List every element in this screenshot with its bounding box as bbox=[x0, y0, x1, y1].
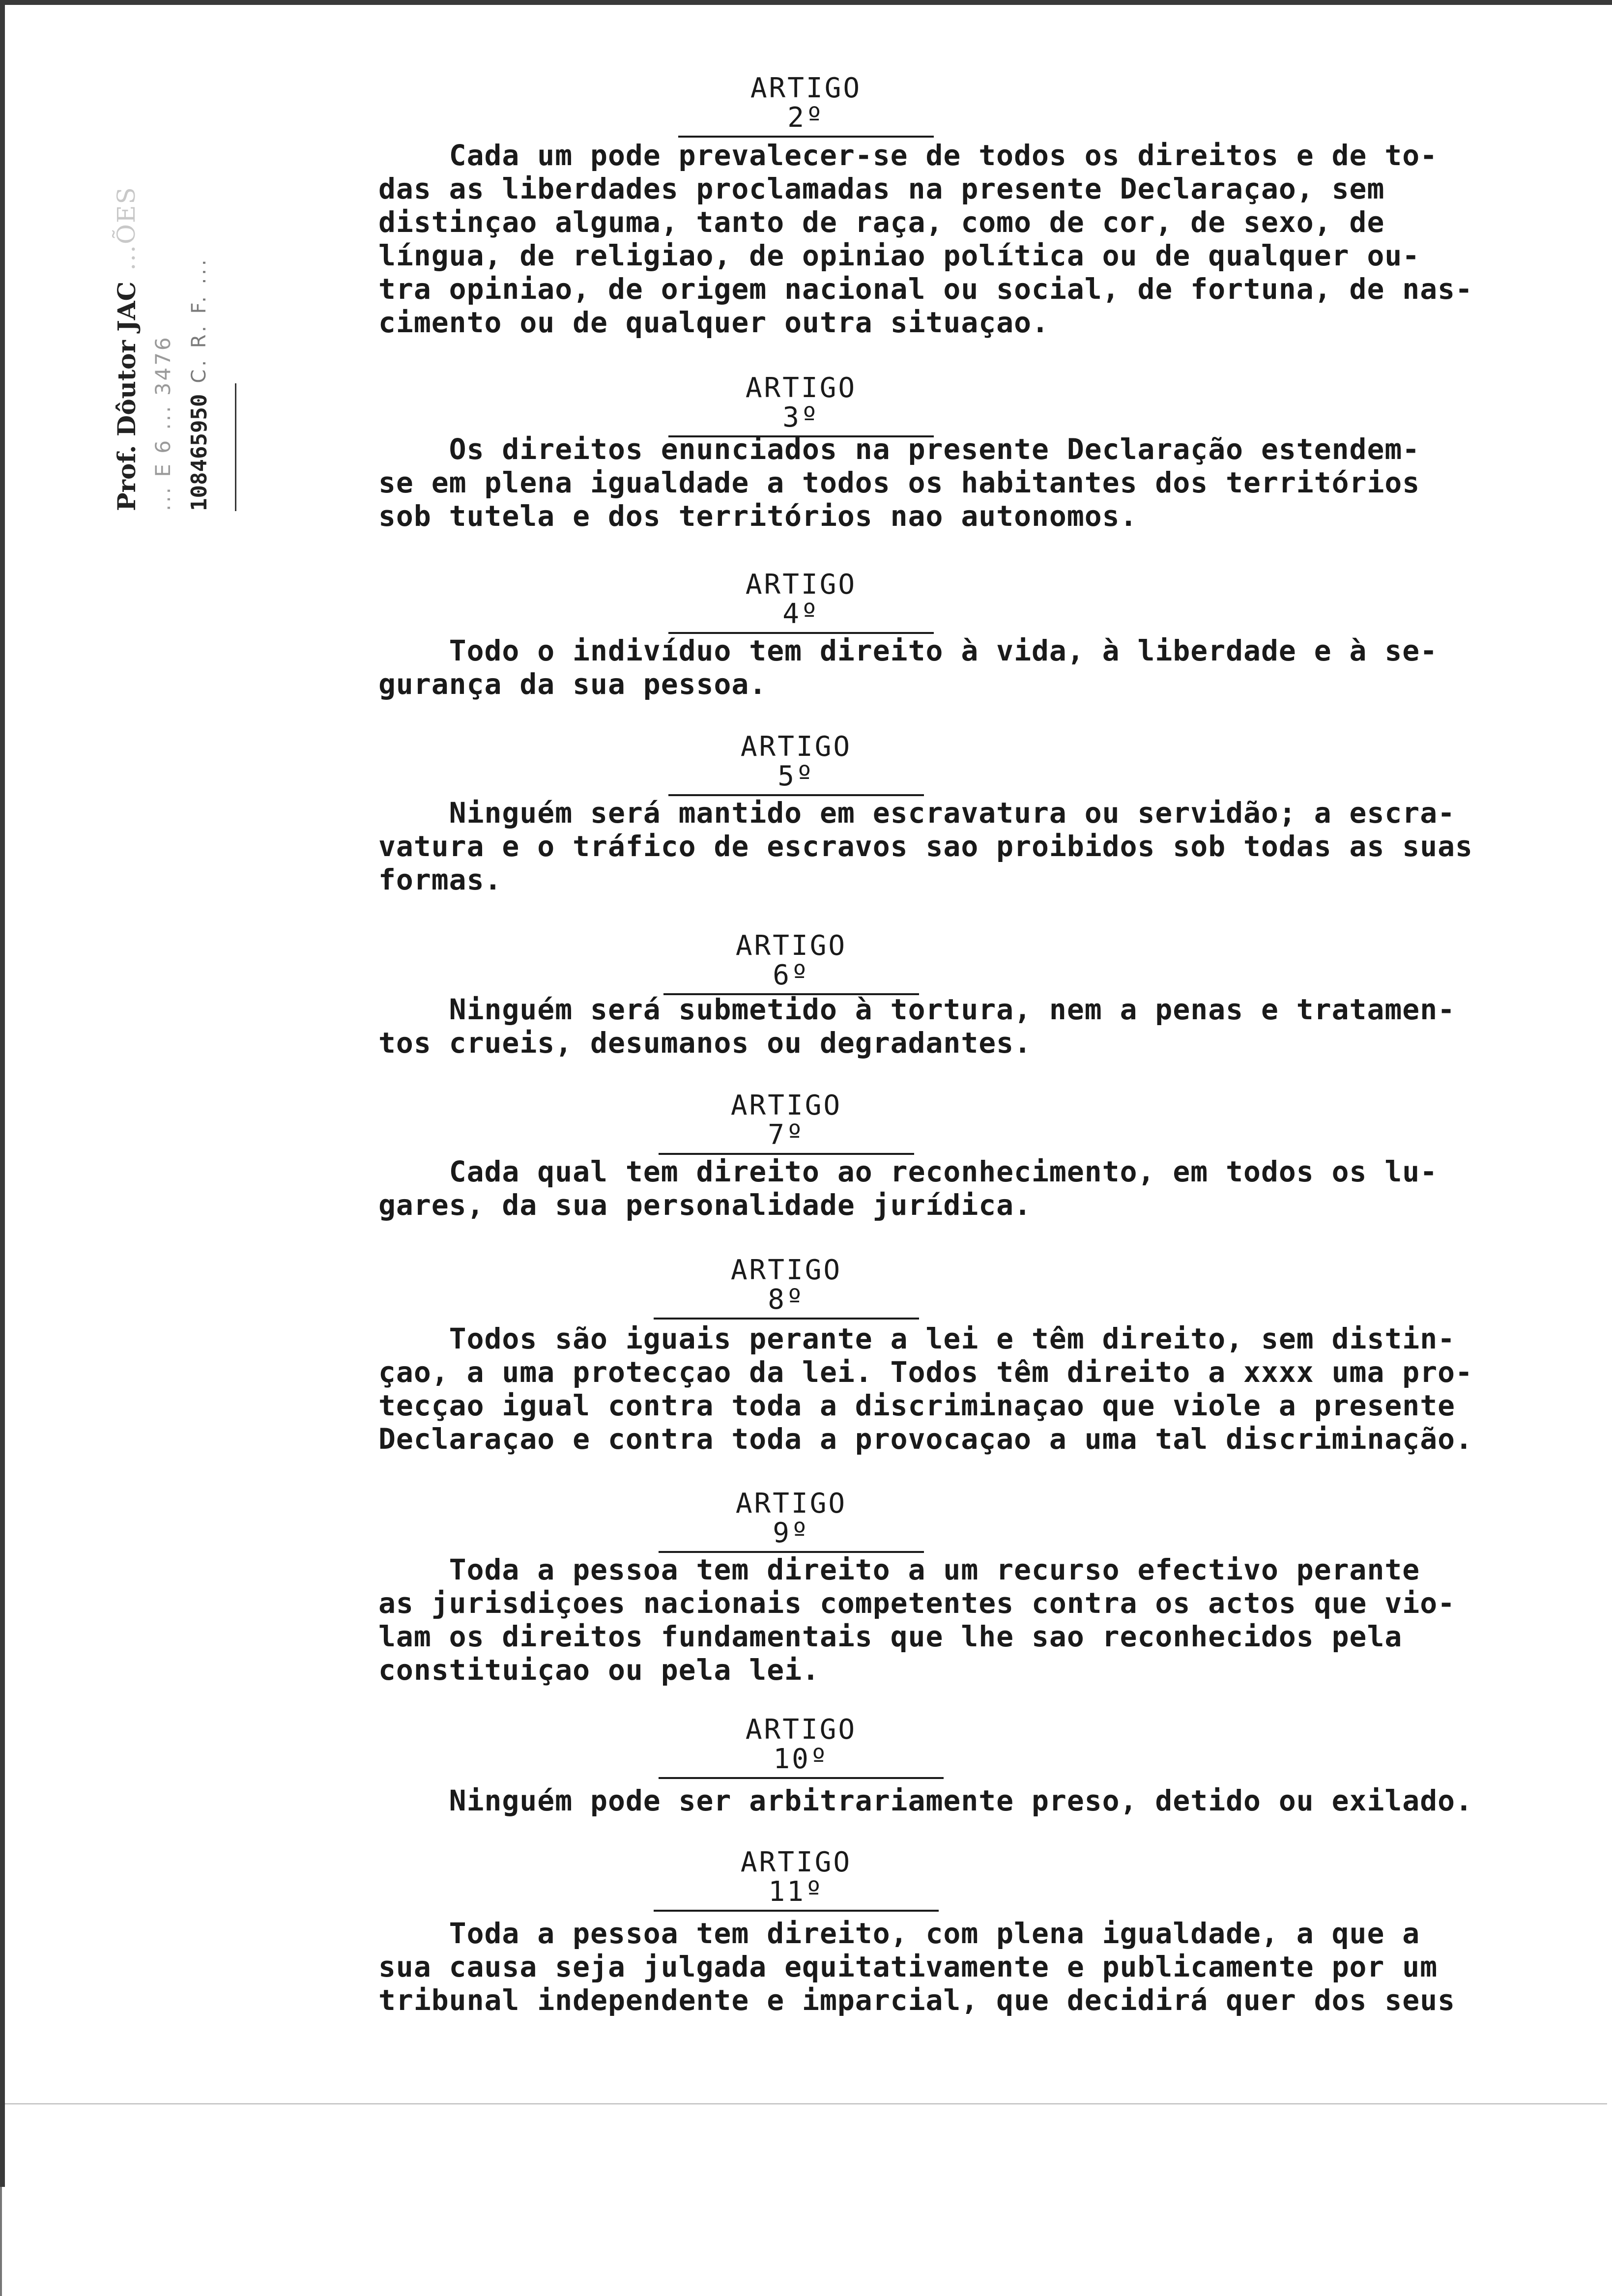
text-line: as jurisdiçoes nacionais competentes contra os actos que vio- bbox=[378, 1586, 1456, 1620]
stamp-line3-text: C. R. F. ... bbox=[188, 257, 210, 383]
text-line: Toda a pessoa tem direito, com plena igualdade, a que a bbox=[378, 1917, 1420, 1950]
article-heading-text: ARTIGO 3º bbox=[668, 373, 934, 437]
article-heading-text: ARTIGO 7º bbox=[659, 1091, 914, 1155]
text-line: Ninguém pode ser arbitrariamente preso, detido ou exilado. bbox=[378, 1784, 1473, 1817]
stamp-line-name bbox=[108, 167, 144, 511]
text-line: sob tutela e dos territórios nao autonomos. bbox=[378, 499, 1138, 533]
article-paragraph bbox=[378, 993, 1597, 1060]
text-line: Cada qual tem direito ao reconhecimento, em todos os lu- bbox=[378, 1155, 1438, 1188]
text-line: Declaraçao e contra toda a provocaçao a uma tal discriminação. bbox=[378, 1422, 1473, 1456]
text-line: distinçao alguma, tanto de raça, como de cor, de sexo, de bbox=[378, 205, 1385, 239]
article-heading-text: ARTIGO 9º bbox=[659, 1489, 924, 1553]
article-heading bbox=[659, 1091, 914, 1155]
text-line: lam os direitos fundamentais que lhe sao reconhecidos pela bbox=[378, 1620, 1403, 1653]
article-paragraph bbox=[378, 432, 1597, 533]
text-line: se em plena igualdade a todos os habitantes dos territórios bbox=[378, 466, 1420, 499]
text-line: língua, de religiao, de opiniao política ou de qualquer ou- bbox=[378, 239, 1420, 272]
page-border-left-lower bbox=[0, 2187, 2, 2296]
article-paragraph bbox=[378, 139, 1597, 339]
text-line: sua causa seja julgada equitativamente e publicamente por um bbox=[378, 1950, 1438, 1983]
article-paragraph bbox=[378, 1553, 1597, 1687]
text-line: Ninguém será mantido em escravatura ou servidão; a escra- bbox=[378, 796, 1456, 830]
article-heading bbox=[659, 1489, 924, 1553]
stamp-name-faded: ...ÕES bbox=[112, 186, 141, 271]
article-heading-text: ARTIGO 11º bbox=[654, 1848, 939, 1912]
stamp-line-number bbox=[181, 167, 217, 511]
text-line: tribunal independente e imparcial, que decidirá quer dos seus bbox=[378, 1983, 1456, 2017]
article-paragraph bbox=[378, 634, 1597, 701]
article-heading-text: ARTIGO 4º bbox=[668, 570, 934, 634]
article-heading bbox=[678, 74, 934, 138]
text-line: Ninguém será submetido à tortura, nem a penas e tratamen- bbox=[378, 993, 1456, 1026]
text-line: vatura e o tráfico de escravos sao proibidos sob todas as suas bbox=[378, 830, 1473, 863]
text-line: Todo o indivíduo tem direito à vida, à liberdade e à se- bbox=[378, 634, 1438, 667]
stamp-name: Prof. Dôutor JAC bbox=[112, 281, 141, 511]
article-paragraph bbox=[378, 1155, 1597, 1222]
article-heading bbox=[668, 373, 934, 437]
article-paragraph bbox=[378, 1784, 1597, 1817]
text-line: gares, da sua personalidade jurídica. bbox=[378, 1188, 1032, 1222]
page-bottom-rule bbox=[5, 2103, 1607, 2104]
stamp-line-2 bbox=[144, 167, 181, 511]
article-heading-text: ARTIGO 8º bbox=[654, 1256, 919, 1320]
certification-stamp bbox=[108, 167, 254, 511]
article-heading-text: ARTIGO 10º bbox=[659, 1715, 944, 1779]
article-paragraph bbox=[378, 1917, 1597, 2017]
page-border-left bbox=[0, 0, 5, 2187]
article-heading bbox=[663, 931, 919, 995]
article-heading bbox=[668, 732, 924, 796]
stamp-number: 108465950 bbox=[186, 394, 212, 511]
stamp-signature-line bbox=[217, 167, 254, 511]
text-line: çao, a uma protecçao da lei. Todos têm direito a xxxx uma pro- bbox=[378, 1355, 1473, 1389]
article-heading bbox=[668, 570, 934, 634]
text-line: Cada um pode prevalecer-se de todos os direitos e de to- bbox=[378, 139, 1438, 172]
article-heading bbox=[654, 1848, 939, 1912]
text-line: Todos são iguais perante a lei e têm direito, sem distin- bbox=[378, 1322, 1456, 1355]
text-line: tos crueis, desumanos ou degradantes. bbox=[378, 1026, 1032, 1060]
page-border-top bbox=[0, 0, 1612, 5]
article-heading bbox=[659, 1715, 944, 1779]
text-line: tecçao igual contra toda a discriminaçao que viole a presente bbox=[378, 1389, 1456, 1422]
text-line: cimento ou de qualquer outra situaçao. bbox=[378, 306, 1049, 339]
article-paragraph bbox=[378, 796, 1597, 896]
article-heading-text: ARTIGO 2º bbox=[678, 74, 934, 138]
article-heading-text: ARTIGO 6º bbox=[663, 931, 919, 995]
stamp-line2-text: ... E 6 ... 3476 bbox=[150, 335, 175, 511]
text-line: tra opiniao, de origem nacional ou social, de fortuna, de nas- bbox=[378, 272, 1473, 306]
article-heading-text: ARTIGO 5º bbox=[668, 732, 924, 796]
article-paragraph bbox=[378, 1322, 1597, 1456]
text-line: Os direitos enunciados na presente Declaração estendem- bbox=[378, 432, 1420, 466]
text-line: gurança da sua pessoa. bbox=[378, 667, 767, 701]
stamp-signature-rule bbox=[235, 383, 236, 511]
text-line: Toda a pessoa tem direito a um recurso efectivo perante bbox=[378, 1553, 1420, 1586]
text-line: constituiçao ou pela lei. bbox=[378, 1653, 820, 1687]
text-line: das as liberdades proclamadas na presente Declaraçao, sem bbox=[378, 172, 1385, 205]
text-line: formas. bbox=[378, 863, 502, 896]
article-heading bbox=[654, 1256, 919, 1320]
